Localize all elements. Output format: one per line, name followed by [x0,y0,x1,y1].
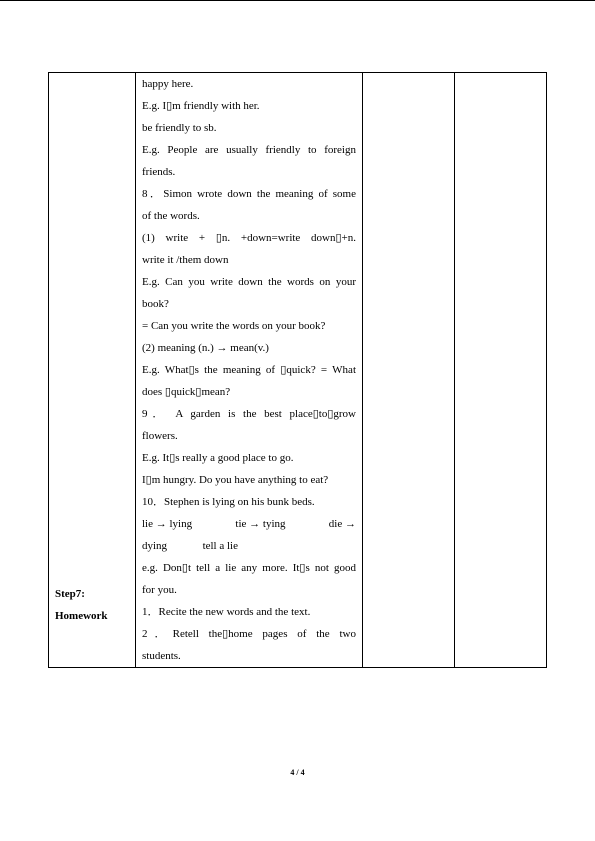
dying-row [142,535,356,557]
text-line: 10．Stephen is lying on his bunk beds. [142,496,315,508]
lesson-table [48,72,547,668]
text-line: friends. [142,166,176,178]
empty-cell [455,73,547,668]
dying-text: dying [142,540,168,552]
lie-form: lie → lying [142,518,193,530]
text-line: E.g. It▯s really a good place to go. [142,452,294,464]
text-line: 9． A garden is the best place▯to▯grow [142,408,356,420]
text-line: 8．Simon wrote down the meaning of some [142,188,356,200]
text-line: flowers. [142,430,178,442]
text-line: = Can you write the words on your book? [142,320,326,332]
text-line: E.g. Can you write down the words on your [142,276,356,288]
text-line: I▯m hungry. Do you have anything to eat? [142,474,329,486]
text-line: for you. [142,584,177,596]
empty-cell [363,73,455,668]
text-line: (2) meaning (n.) → mean(v.) [142,342,269,354]
table-row [49,73,547,668]
text-line: E.g. People are usually friendly to foreign [142,144,356,156]
step-cell [49,73,136,668]
tie-form: tie → tying [235,518,286,530]
step-number: Step7: [55,588,85,600]
text-line: students. [142,650,181,662]
step-title: Homework [55,610,108,622]
lie-forms-row [142,513,356,535]
text-line: be friendly to sb. [142,122,217,134]
top-rule [0,0,595,1]
text-line: does ▯quick▯mean? [142,386,231,398]
text-line: write it /them down [142,254,229,266]
text-line: (1) write + ▯n. +down=write down▯+n. [142,232,356,244]
step-label [49,583,135,667]
text-line: E.g. I▯m friendly with her. [142,100,260,112]
text-line: of the words. [142,210,200,222]
content-text [136,73,362,667]
homework-item: 1．Recite the new words and the text. [142,606,311,618]
die-form: die → [328,518,356,530]
page-number: 4 / 4 [290,768,305,777]
text-line: E.g. What▯s the meaning of ▯quick? = What [142,364,356,376]
text-line: happy here. [142,78,194,90]
tell-a-lie-text: tell a lie [202,540,238,552]
homework-item: 2．Retell the▯home pages of the two [142,628,356,640]
text-line: e.g. Don▯t tell a lie any more. It▯s not good [142,562,356,574]
text-line: book? [142,298,169,310]
content-cell [136,73,363,668]
